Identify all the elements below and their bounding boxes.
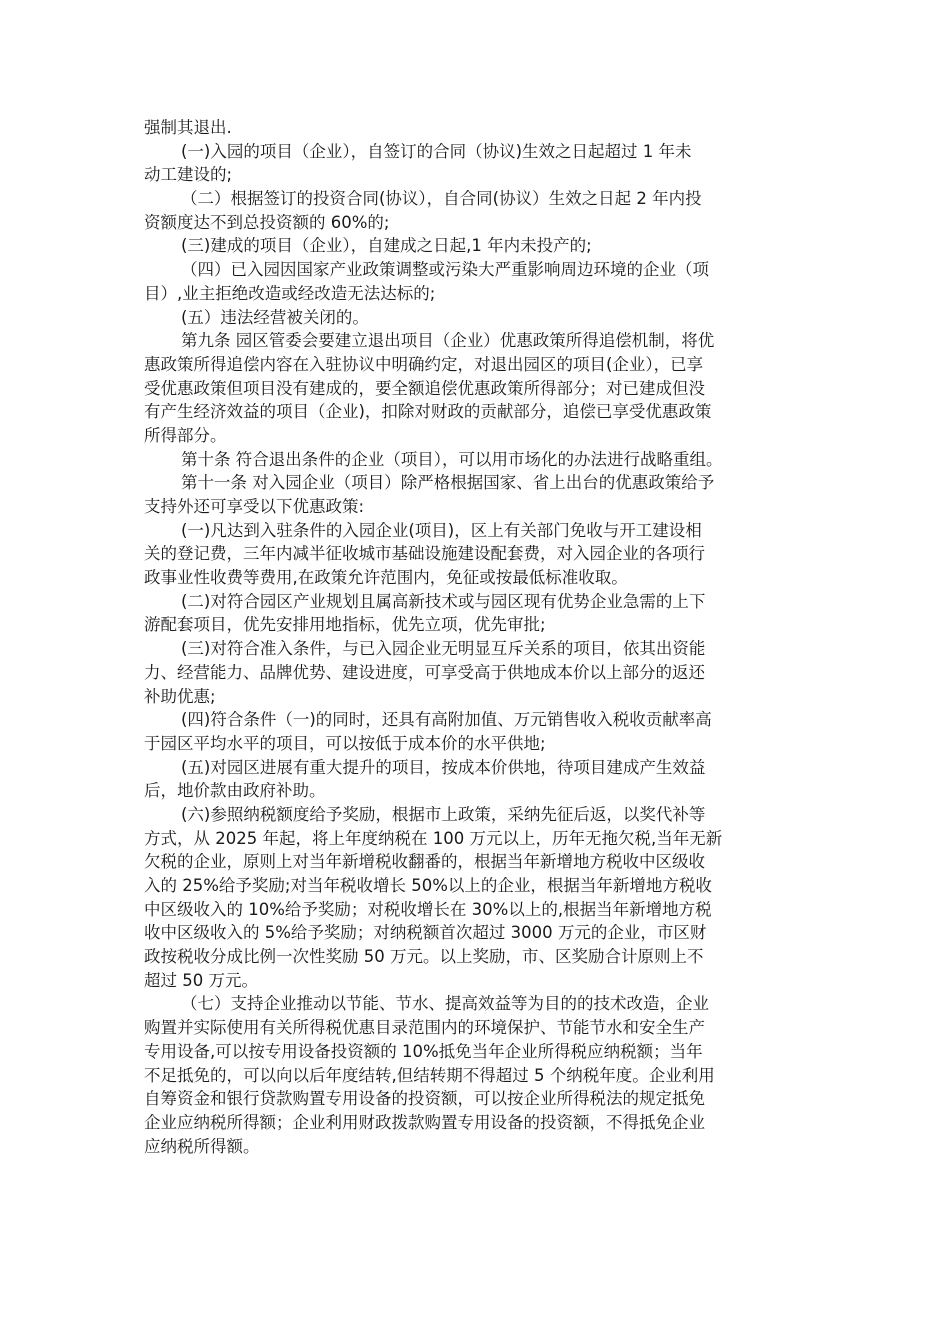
document-line: (一)入园的项目（企业），自签订的合同（协议)生效之日起超过 1 年未 xyxy=(181,141,692,161)
document-line: 有产生经济效益的项目（企业)，扣除对财政的贡献部分，追偿已享受优惠政策 xyxy=(144,402,712,422)
document-line: （七）支持企业推动以节能、节水、提高效益等为目的的技术改造，企业 xyxy=(181,994,709,1014)
document-line: 力、经营能力、品牌优势、建设进度，可享受高于供地成本价以上部分的返还 xyxy=(144,662,705,682)
document-line: 所得部分。 xyxy=(144,425,227,445)
document-line: 游配套项目，优先安排用地指标，优先立项，优先审批; xyxy=(144,615,546,635)
document-line: 政按税收分成比例一次性奖励 50 万元。以上奖励，市、区奖励合计原则上不 xyxy=(144,947,704,967)
document-line: 资额度达不到总投资额的 60%的; xyxy=(144,212,390,232)
document-line: 政事业性收费等费用,在政策允许范围内，免征或按最低标准收取。 xyxy=(144,568,628,588)
document-line: (六)参照纳税额度给予奖励，根据市上政策，采纳先征后返，以奖代补等 xyxy=(181,804,706,824)
document-line: 购置并实际使用有关所得税优惠目录范围内的环境保护、节能节水和安全生产 xyxy=(144,1018,705,1038)
document-line: 方式，从 2025 年起，将上年度纳税在 100 万元以上，历年无拖欠税,当年无新 xyxy=(144,828,723,848)
document-line: 收中区级收入的 5%给予奖励；对纳税额首次超过 3000 万元的企业，市区财 xyxy=(144,923,707,943)
document-line: 企业应纳税所得额；企业利用财政拨款购置专用设备的投资额，不得抵免企业 xyxy=(144,1112,705,1132)
document-line: (五)对园区进展有重大提升的项目，按成本价供地，待项目建成产生效益 xyxy=(181,757,706,777)
document-line: 第九条 园区管委会要建立退出项目（企业）优惠政策所得追偿机制，将优 xyxy=(181,331,715,351)
document-line: 惠政策所得追偿内容在入驻协议中明确约定，对退出园区的项目(企业），已享 xyxy=(144,354,704,374)
document-line: (五）违法经营被关闭的。 xyxy=(181,307,369,327)
document-line: 欠税的企业，原则上对当年新增税收翻番的，根据当年新增地方税收中区级收 xyxy=(144,852,705,872)
document-line: (三)对符合准入条件，与已入园企业无明显互斥关系的项目，依其出资能 xyxy=(181,639,706,659)
document-line: （二）根据签订的投资合同(协议），自合同(协议）生效之日起 2 年内投 xyxy=(181,189,702,209)
document-line: (二)对符合园区产业规划且属高新技术或与园区现有优势企业急需的上下 xyxy=(181,591,706,611)
document-line: 目）,业主拒绝改造或经改造无法达标的; xyxy=(144,283,436,303)
document-line: 中区级收入的 10%给予奖励；对税收增长在 30%以上的,根据当年新增地方税 xyxy=(144,899,712,919)
document-line: 动工建设的; xyxy=(144,165,233,185)
document-line: 不足抵免的，可以向以后年度结转,但结转期不得超过 5 个纳税年度。企业利用 xyxy=(144,1065,715,1085)
document-line: 后，地价款由政府补助。 xyxy=(144,781,326,801)
document-line: (四)符合条件（一)的同时，还具有高附加值、万元销售收入税收贡献率高 xyxy=(181,710,712,730)
document-line: 第十一条 对入园企业（项目）除严格根据国家、省上出台的优惠政策给予 xyxy=(181,473,715,493)
document-line: 补助优惠; xyxy=(144,686,216,706)
document-line: 于园区平均水平的项目，可以按低于成本价的水平供地; xyxy=(144,733,546,753)
document-body xyxy=(144,116,824,1158)
document-line: (三)建成的项目（企业），自建成之日起,1 年内未投产的; xyxy=(181,236,592,256)
document-line: 关的登记费，三年内减半征收城市基础设施建设配套费，对入园企业的各项行 xyxy=(144,544,705,564)
document-line: 入的 25%给予奖励;对当年税收增长 50%以上的企业，根据当年新增地方税收 xyxy=(144,876,712,895)
document-line: 第十条 符合退出条件的企业（项目），可以用市场化的办法进行战略重组。 xyxy=(181,449,723,469)
document-line: 强制其退出. xyxy=(144,118,232,137)
document-line: 应纳税所得额。 xyxy=(144,1136,260,1156)
document-line: 超过 50 万元。 xyxy=(144,970,258,990)
document-line: 支持外还可享受以下优惠政策: xyxy=(144,497,365,516)
document-line: 专用设备,可以按专用设备投资额的 10%抵免当年企业所得税应纳税额；当年 xyxy=(144,1041,703,1061)
document-line: （四）已入园因国家产业政策调整或污染大严重影响周边环境的企业（项 xyxy=(181,260,709,280)
document-line: 自筹资金和银行贷款购置专用设备的投资额，可以按企业所得税法的规定抵免 xyxy=(144,1089,705,1109)
document-line: (一)凡达到入驻条件的入园企业(项目)，区上有关部门免收与开工建设相 xyxy=(181,520,702,540)
document-line: 受优惠政策但项目没有建成的，要全额追偿优惠政策所得部分；对已建成但没 xyxy=(144,378,705,398)
